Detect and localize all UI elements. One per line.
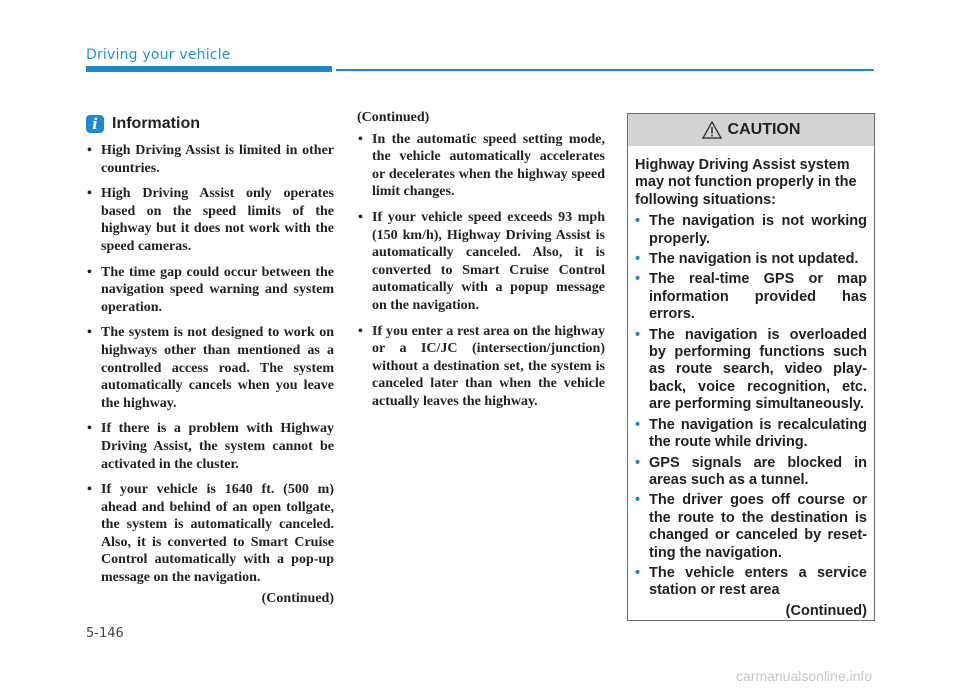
header-bar-thin [336,69,874,71]
caution-body [628,146,874,620]
info-item: • High Driving Assist only operates based on the speed limits of the highway but it does not work with the speed cameras. [86,185,334,255]
page-number: 5-146 [86,626,124,641]
caution-header [628,114,874,146]
information-title: Information [112,115,200,132]
information-heading [86,115,200,133]
continued-heading: (Continued) [357,110,430,125]
caution-intro: Highway Driving Assist system may not function properly in the following situations: [635,157,857,208]
continued-label: (Continued) [261,590,334,606]
caution-list [635,213,867,600]
info-item: • High Driving Assist is limited in other countries. [86,142,334,177]
caution-item: • The navigation is not working properly. [635,213,867,248]
info-item: • If your vehicle speed exceeds 93 mph (150 km/h), Highway Driving Assist is automatically canceled. Also, it is converted to Smart Cruise Control automatically with a popup message on the navigation. [357,209,605,315]
info-column-left [86,142,334,607]
info-list-left [86,142,334,587]
info-item: • If you enter a rest area on the highway or a IC/JC (intersection/junction) without a destination set, the system is canceled later than when the vehicle actually leaves the highway. [357,323,605,411]
warning-triangle-icon [702,121,722,139]
caution-item: • The driver goes off course or the route to the destination is changed or canceled by resetting the navigation. [635,492,867,562]
header-bar-thick [86,66,332,72]
caution-title: CAUTION [727,121,801,138]
watermark: carmanualsonline.info [736,668,873,684]
caution-item: • The navigation is recalculating the route while driving. [635,417,867,452]
info-item: • In the automatic speed setting mode, the vehicle automatically accelerates or decelerates when the highway speed limit changes. [357,131,605,201]
caution-item: • The navigation is overloaded by performing functions such as route search, video playback, voice recognition, etc. are performing simultaneously. [635,327,867,414]
caution-item: • The real-time GPS or map information provided has errors. [635,271,867,323]
info-item: • If there is a problem with Highway Driving Assist, the system cannot be activated in the cluster. [86,420,334,473]
caution-item: • The navigation is not updated. [635,251,867,268]
section-header-title: Driving your vehicle [86,47,231,63]
info-icon: i [86,115,104,133]
info-item: • The time gap could occur between the navigation speed warning and system operation. [86,264,334,317]
info-item: • The system is not designed to work on highways other than mentioned as a controlled access road. The system automatically cancels when you leave the highway. [86,324,334,412]
caution-item: • The vehicle enters a service station or rest area [635,565,867,600]
info-column-right [357,109,605,419]
caution-item: • GPS signals are blocked in areas such as a tunnel. [635,455,867,490]
caution-box [627,113,875,621]
caution-continued: (Continued) [785,602,867,619]
info-list-right [357,131,605,411]
info-item: • If your vehicle is 1640 ft. (500 m) ahead and behind of an open tollgate, the system is automatically canceled. Also, it is converted to Smart Cruise Control automatically with a pop-up message on the navigation. [86,481,334,587]
